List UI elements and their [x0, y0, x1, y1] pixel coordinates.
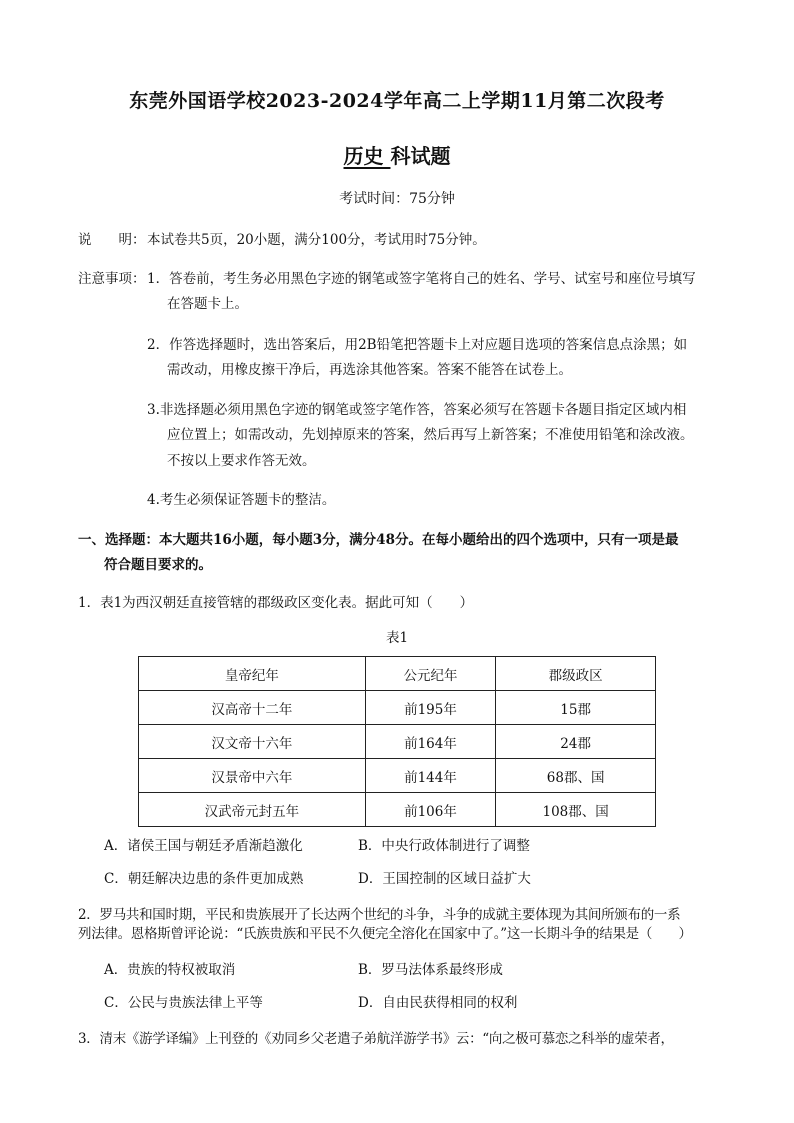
- table-cell: 108郡、国: [496, 793, 656, 827]
- notice-item-2-line1: 2．作答选择题时，选出答案后，用2B铅笔把答题卡上对应题目选项的答案信息点涂黑；如: [147, 337, 688, 353]
- table-header-cell: 公元纪年: [365, 657, 496, 691]
- exam-time: 考试时间：75分钟: [339, 191, 455, 207]
- table-cell: 前195年: [365, 691, 496, 725]
- table-header-cell: 郡级政区: [496, 657, 656, 691]
- table-header-row: [139, 657, 656, 691]
- q2-stem-line2: 列法律。恩格斯曾评论说：“氏族贵族和平民不久便完全溶化在国家中了。”这一长期斗争的结果是（ ）: [78, 926, 692, 942]
- notice-item-2-line2: 需改动，用橡皮擦干净后，再选涂其他答案。答案不能答在试卷上。: [167, 362, 572, 378]
- q1-option-a: A．诸侯王国与朝廷矛盾渐趋激化: [104, 838, 303, 854]
- table-row: [139, 725, 656, 759]
- table-cell: 汉武帝元封五年: [139, 793, 366, 827]
- q1-option-d: D．王国控制的区域日益扩大: [358, 871, 531, 887]
- q1-option-c: C．朝廷解决边患的条件更加成熟: [104, 871, 304, 887]
- table-row: [139, 691, 656, 725]
- table-cell: 15郡: [496, 691, 656, 725]
- q2-option-b: B．罗马法体系最终形成: [358, 962, 503, 978]
- q2-option-c: C．公民与贵族法律上平等: [104, 995, 263, 1011]
- subject-suffix: 科试题: [390, 144, 451, 168]
- table-cell: 前144年: [365, 759, 496, 793]
- notice-item-3-line2: 应位置上；如需改动，先划掉原来的答案，然后再写上新答案；不准使用铅笔和涂改液。: [167, 427, 694, 443]
- table-cell: 68郡、国: [496, 759, 656, 793]
- q2-option-a: A．贵族的特权被取消: [104, 962, 236, 978]
- q1-stem: 1．表1为西汉朝廷直接管辖的郡级政区变化表。据此可知（ ）: [78, 595, 474, 611]
- table-cell: 24郡: [496, 725, 656, 759]
- notice-item-1-line1: 1．答卷前，考生务必用黑色字迹的钢笔或签字笔将自己的姓名、学号、试室号和座位号填写: [147, 271, 696, 287]
- notice-label: 注意事项：: [78, 271, 146, 287]
- description-label: 说 明：: [78, 232, 146, 248]
- q3-stem-line1: 3．清末《游学译编》上刊登的《劝同乡父老遣子弟航洋游学书》云：“向之极可慕恋之科举的虚荣者，: [78, 1031, 674, 1047]
- table-row: [139, 793, 656, 827]
- q2-stem-line1: 2．罗马共和国时期，平民和贵族展开了长达两个世纪的斗争，斗争的成就主要体现为其间所颁布的一系: [78, 907, 681, 923]
- table-cell: 汉高帝十二年: [139, 691, 366, 725]
- notice-item-4: 4.考生必须保证答题卡的整洁。: [147, 492, 336, 508]
- table-cell: 前164年: [365, 725, 496, 759]
- section1-heading-line2: 符合题目要求的。: [104, 557, 212, 573]
- table-cell: 汉景帝中六年: [139, 759, 366, 793]
- notice-item-3-line3: 不按以上要求作答无效。: [167, 453, 316, 469]
- table-row: [139, 759, 656, 793]
- table-cell: 前106年: [365, 793, 496, 827]
- table-cell: 汉文帝十六年: [139, 725, 366, 759]
- section1-heading-line1: 一、选择题：本大题共16小题，每小题3分，满分48分。在每小题给出的四个选项中，只有一项是最: [78, 532, 679, 548]
- q2-option-d: D．自由民获得相同的权利: [358, 995, 518, 1011]
- description-text: 本试卷共5页，20小题，满分100分，考试用时75分钟。: [147, 232, 486, 248]
- subject-name: 历史: [343, 144, 391, 168]
- subject-heading: [0, 140, 794, 169]
- q1-table-caption: 表1: [385, 630, 409, 646]
- notice-item-1-line2: 在答题卡上。: [167, 296, 248, 312]
- notice-item-3-line1: 3.非选择题必须用黑色字迹的钢笔或签字笔作答，答案必须写在答题卡各题目指定区域内相: [147, 402, 687, 418]
- exam-title: 东莞外国语学校2023-2024学年高二上学期11月第二次段考: [129, 90, 665, 112]
- q1-table: [138, 656, 656, 827]
- table-header-cell: 皇帝纪年: [139, 657, 366, 691]
- q1-option-b: B．中央行政体制进行了调整: [358, 838, 530, 854]
